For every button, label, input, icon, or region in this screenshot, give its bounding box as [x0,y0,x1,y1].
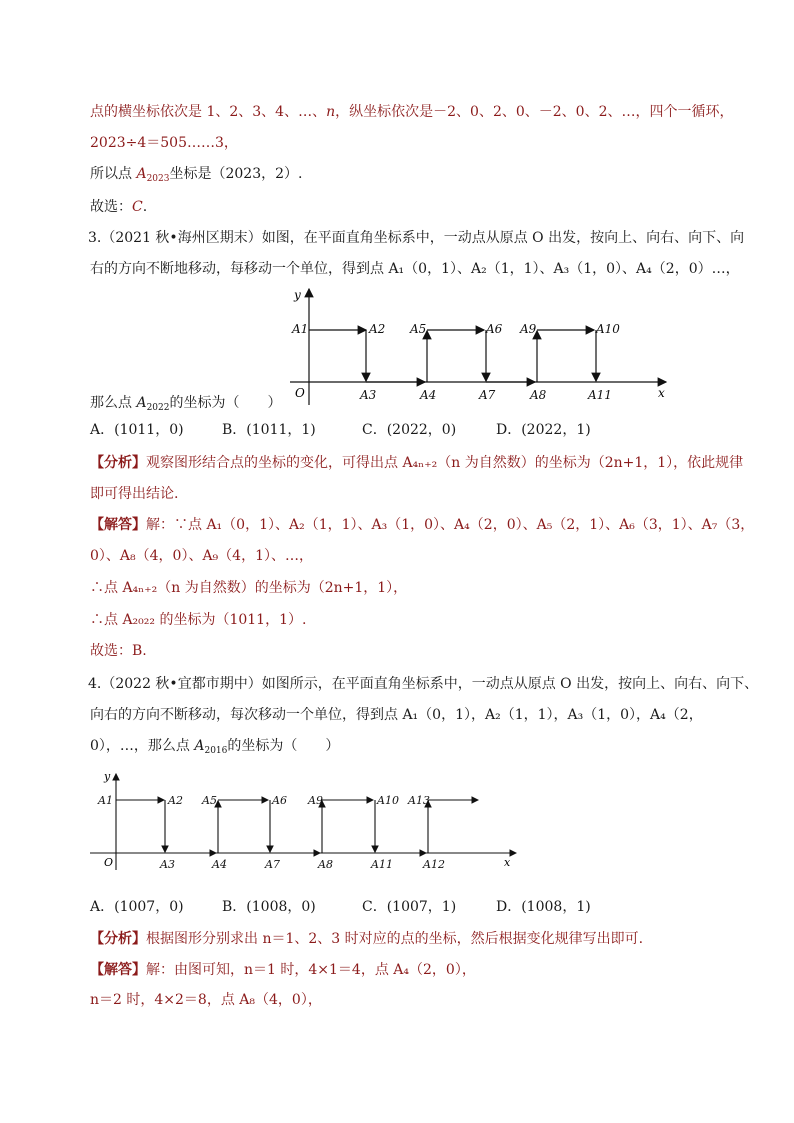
q4-label-a7: A7 [265,858,280,871]
q3-figure [282,283,674,408]
q3-label-a9: A9 [520,322,537,336]
q4-option-c[interactable]: C．(1007，1) [362,899,457,915]
q3-x-label: x [658,386,665,400]
q3-option-a[interactable]: A．(1011，0) [90,422,184,438]
q4-figure [88,766,528,876]
q4-label-a11: A11 [371,858,393,871]
q4-label-a6: A6 [272,794,287,807]
q3-label-a6: A6 [486,322,503,336]
q3-label-a7: A7 [479,388,496,402]
q4-option-b[interactable]: B．(1008，0) [222,899,316,915]
q4-label-a12: A12 [423,858,445,871]
q4-path [116,800,478,853]
q3-origin-label: O [295,386,305,400]
q4-point-labels [97,794,445,871]
q3-answer-1: 【解答】解：∵点 A₁（0，1）、A₂（1，1）、A₃（1，0）、A₄（2，0）、A₅（2，1）、A₆（3，1）、A₇（3， [90,517,755,533]
q4-label-a5: A5 [202,794,217,807]
q3-analysis-1: 【分析】观察图形结合点的坐标的变化，可得出点 A₄ₙ₊₂（n 为自然数）的坐标为（2n+1，1），依此规律 [90,455,744,471]
q4-origin-label: O [104,856,114,869]
q3-path [309,330,596,382]
q3-analysis-2: 即可得出结论. [90,486,179,502]
prev-line-4: 故选：C. [90,199,148,215]
q4-stem-1: 4.（2022 秋•宜都市期中）如图所示，在平面直角坐标系中，一动点从原点 O 出发，按向上、向右、向下、 [88,676,759,692]
q3-point-labels [291,322,620,402]
q3-y-label: y [294,288,301,302]
q4-y-label: y [104,770,111,783]
prev-line-3: 所以点 $A_{2023}$坐标是（2023，2）. [90,166,303,184]
q3-stem-2: 右的方向不断地移动，每移动一个单位，得到点 A₁（0，1）、A₂（1，1）、A₃（1，0）、A₄（2，0）…， [90,261,740,277]
q4-answer-1: 【解答】解：由图可知，n＝1 时，4×1＝4，点 A₄（2，0）， [90,962,476,978]
q3-answer-3: ∴点 A₄ₙ₊₂（n 为自然数）的坐标为（2n+1，1）， [90,580,408,596]
q3-answer-2: 0）、A₈（4，0）、A₉（4，1）、…， [90,548,313,564]
q4-stem-3: 0），…，那么点 $A_{2016}$的坐标为（ ） [90,738,340,756]
q4-answer-2: n＝2 时，4×2＝8，点 A₈（4，0）， [90,992,322,1008]
q4-stem-2: 向右的方向不断移动，每次移动一个单位，得到点 A₁（0，1），A₂（1，1），A₃（1，0），A₄（2， [90,707,703,723]
q3-label-a4: A4 [420,388,437,402]
q4-label-a13: A13 [408,794,430,807]
q4-analysis-1: 【分析】根据图形分别求出 n＝1、2、3 时对应的点的坐标，然后根据变化规律写出即可. [90,931,644,947]
q4-x-label: x [504,856,511,869]
q3-label-a3: A3 [360,388,377,402]
q3-answer-5: 故选：B. [90,643,147,659]
q4-option-a[interactable]: A．(1007，0) [90,899,184,915]
q4-label-a8: A8 [318,858,333,871]
q3-stem-3: 那么点 $A_{2022}$的坐标为（ ） [90,395,282,413]
q3-label-a1: A1 [292,322,309,336]
q4-label-a3: A3 [160,858,175,871]
q3-option-c[interactable]: C．(2022，0) [362,422,457,438]
q3-label-a11: A11 [588,388,612,402]
prev-line-1: 点的横坐标依次是 1、2、3、4、…、n，纵坐标依次是－2、0、2、0、－2、0、2、…，四个一循环， [90,104,734,120]
q3-option-d[interactable]: D．(2022，1) [496,422,591,438]
q4-label-a10: A10 [377,794,399,807]
q3-label-a8: A8 [530,388,547,402]
q3-answer-4: ∴点 A₂₀₂₂ 的坐标为（1011，1）. [90,612,307,628]
q4-label-a9: A9 [308,794,323,807]
q3-label-a10: A10 [596,322,620,336]
q4-option-d[interactable]: D．(1008，1) [496,899,591,915]
prev-line-2: 2023÷4＝505……3， [90,135,238,151]
q4-label-a2: A2 [168,794,183,807]
q4-label-a1: A1 [98,794,113,807]
q3-stem-1: 3.（2021 秋•海州区期末）如图，在平面直角坐标系中，一动点从原点 O 出发，按向上、向右、向下、向 [88,230,745,246]
q4-label-a4: A4 [212,858,227,871]
q3-option-b[interactable]: B．(1011，1) [222,422,316,438]
q3-label-a5: A5 [410,322,427,336]
q3-label-a2: A2 [369,322,386,336]
